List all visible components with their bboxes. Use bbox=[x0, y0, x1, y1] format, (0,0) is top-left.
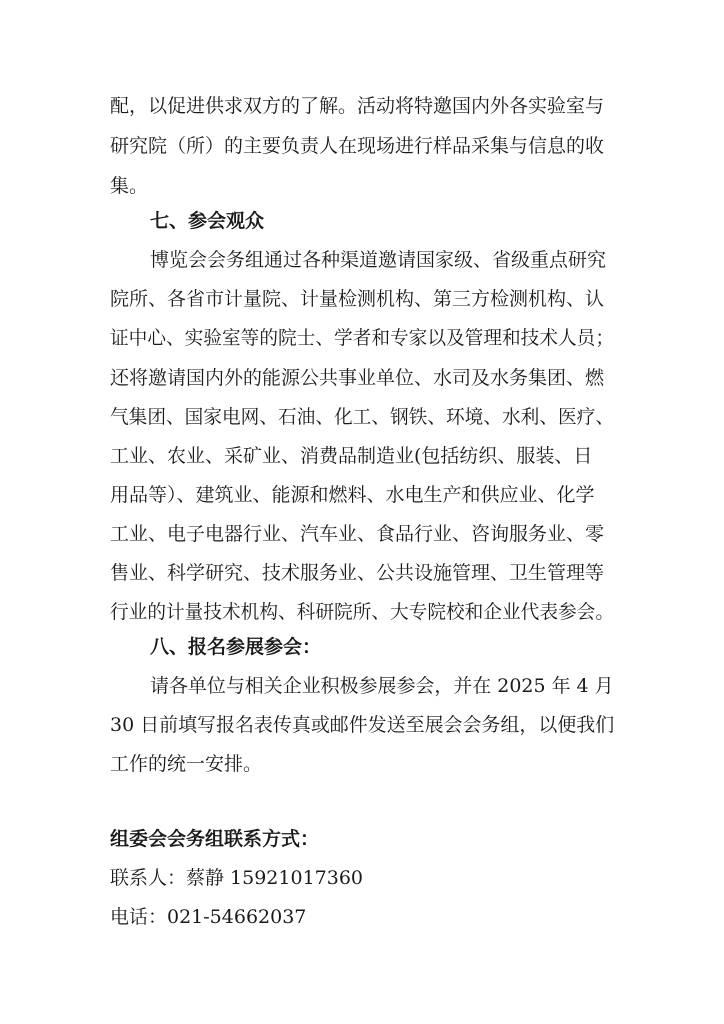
section-7-line-9: 售业、科学研究、技术服务业、公共设施管理、卫生管理等 bbox=[110, 562, 605, 584]
section-7-line-3: 证中心、实验室等的院士、学者和专家以及管理和技术人员； bbox=[110, 327, 615, 349]
section-7-line-6: 工业、农业、采矿业、消费品制造业(包括纺织、服装、日 bbox=[110, 445, 593, 467]
intro-line-1: 配，以促进供求双方的了解。活动将特邀国内外各实验室与 bbox=[110, 95, 605, 117]
section-7-line-5: 气集团、国家电网、石油、化工、钢铁、环境、水利、医疗、 bbox=[110, 406, 615, 428]
contact-person: 联系人：蔡静 15921017360 bbox=[110, 867, 364, 889]
intro-line-2: 研究院（所）的主要负责人在现场进行样品采集与信息的收 bbox=[110, 135, 605, 157]
section-7-line-4: 还将邀请国内外的能源公共事业单位、水司及水务集团、燃 bbox=[110, 367, 605, 389]
intro-line-3: 集。 bbox=[110, 175, 149, 197]
section-7-line-2: 院所、各省市计量院、计量检测机构、第三方检测机构、认 bbox=[110, 288, 605, 310]
section-7-line-8: 工业、电子电器行业、汽车业、食品行业、咨询服务业、零 bbox=[110, 523, 605, 545]
section-8-line-1: 请各单位与相关企业积极参展参会，并在 2025 年 4 月 bbox=[150, 675, 614, 697]
section-8-heading: 八、报名参展参会： bbox=[150, 636, 322, 658]
section-7-line-1: 博览会会务组通过各种渠道邀请国家级、省级重点研究 bbox=[150, 249, 607, 271]
section-7-line-7: 用品等）、建筑业、能源和燃料、水电生产和供应业、化学 bbox=[110, 484, 595, 506]
contact-phone: 电话：021-54662037 bbox=[110, 906, 307, 928]
section-8-line-3: 工作的统一安排。 bbox=[110, 753, 263, 775]
contact-heading: 组委会会务组联系方式： bbox=[110, 828, 320, 850]
section-8-line-2: 30 日前填写报名表传真或邮件发送至展会会务组，以便我们 bbox=[110, 714, 615, 736]
section-7-heading: 七、参会观众 bbox=[150, 210, 265, 232]
section-7-line-10: 行业的计量技术机构、科研院所、大专院校和企业代表参会。 bbox=[110, 601, 615, 623]
